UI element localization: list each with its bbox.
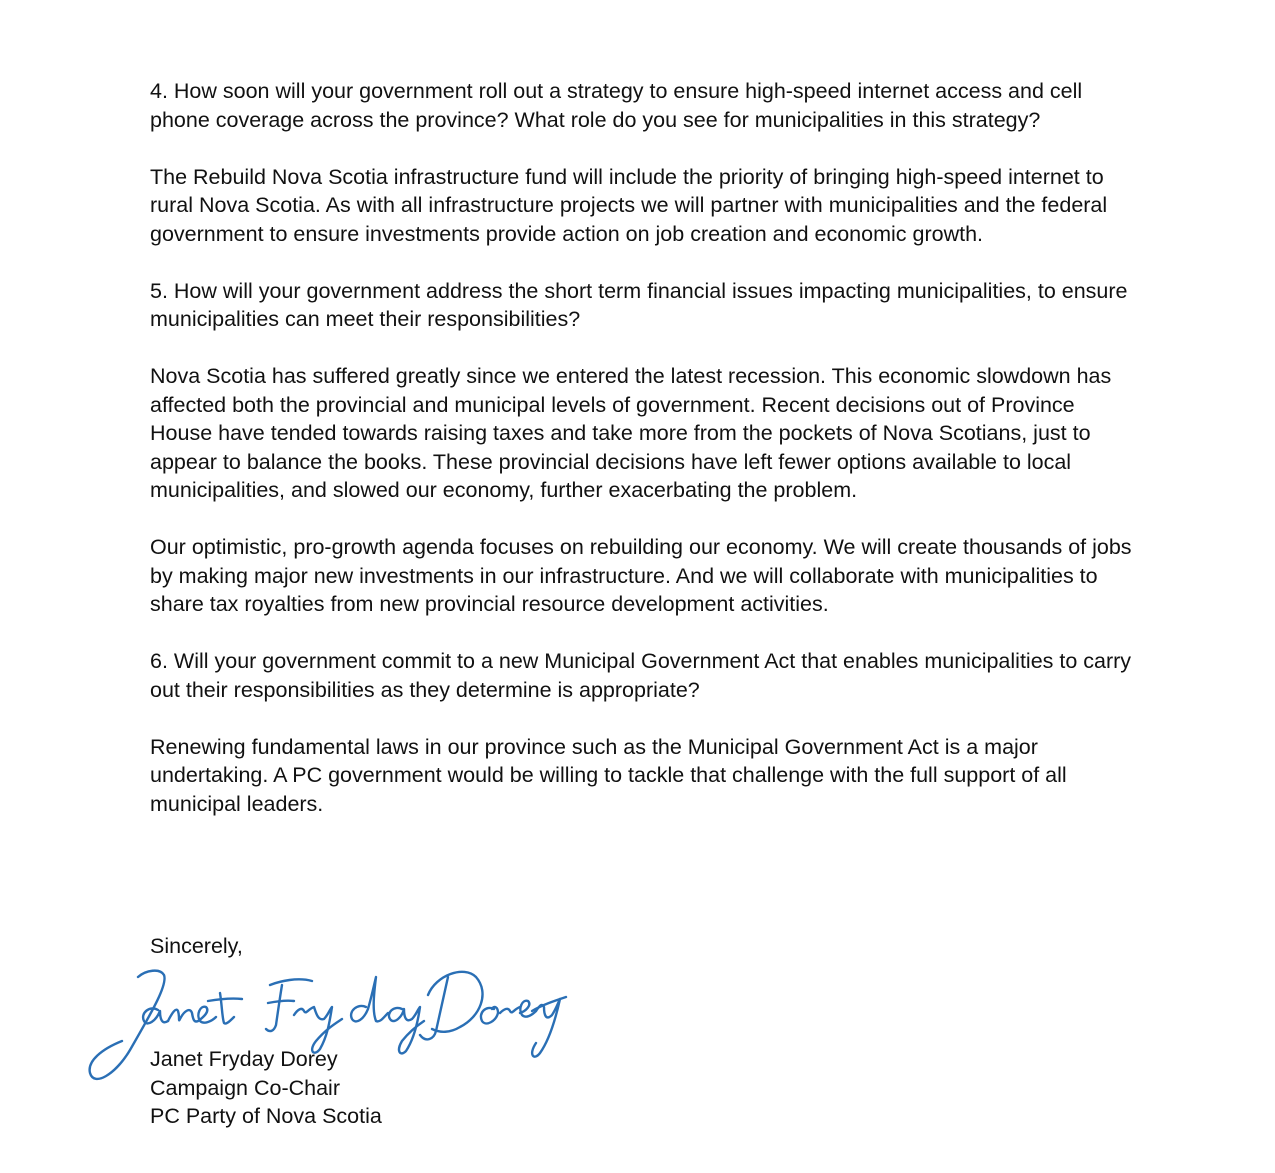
- letter-body: [150, 77, 1140, 847]
- answer-4: The Rebuild Nova Scotia infrastructure fund will include the priority of bringing high-speed internet to rural Nova Scotia. As with all infrastructure projects we will partner with municipalities and the federal government to ensure investments provide action on job creation and economic growth.: [150, 164, 1108, 246]
- signer-name: Janet Fryday Dorey: [150, 1047, 338, 1071]
- answer-5-part-1: Nova Scotia has suffered greatly since we entered the latest recession. This economic slowdown has affected both the provincial and municipal levels of government. Recent decisions out of Province House have tended towards raising taxes and take more from the pockets of Nova Scotians, just to appear to balance the books. These provincial decisions have left fewer options available to local municipalities, and slowed our economy, further exacerbating the problem.: [150, 364, 1112, 502]
- question-5: 5. How will your government address the short term financial issues impacting municipalities, to ensure municipalities can meet their responsibilities?: [150, 278, 1128, 331]
- question-4: 4. How soon will your government roll out a strategy to ensure high-speed internet access and cell phone coverage across the province? What role do you see for municipalities in this strategy?: [150, 79, 1083, 132]
- signer-organization: PC Party of Nova Scotia: [150, 1104, 382, 1128]
- answer-6: Renewing fundamental laws in our province such as the Municipal Government Act is a major undertaking. A PC government would be willing to tackle that challenge with the full support of all municipal leaders.: [150, 734, 1067, 816]
- question-6: 6. Will your government commit to a new Municipal Government Act that enables municipalities to carry out their responsibilities as they determine is appropriate?: [150, 649, 1132, 702]
- closing-salutation: Sincerely,: [150, 934, 243, 958]
- answer-5-part-2: Our optimistic, pro-growth agenda focuses on rebuilding our economy. We will create thousands of jobs by making major new investments in our infrastructure. And we will collaborate with municipalities to share tax royalties from new provincial resource development activities.: [150, 535, 1132, 616]
- signer-title: Campaign Co-Chair: [150, 1075, 340, 1100]
- signature-block: [150, 1045, 382, 1131]
